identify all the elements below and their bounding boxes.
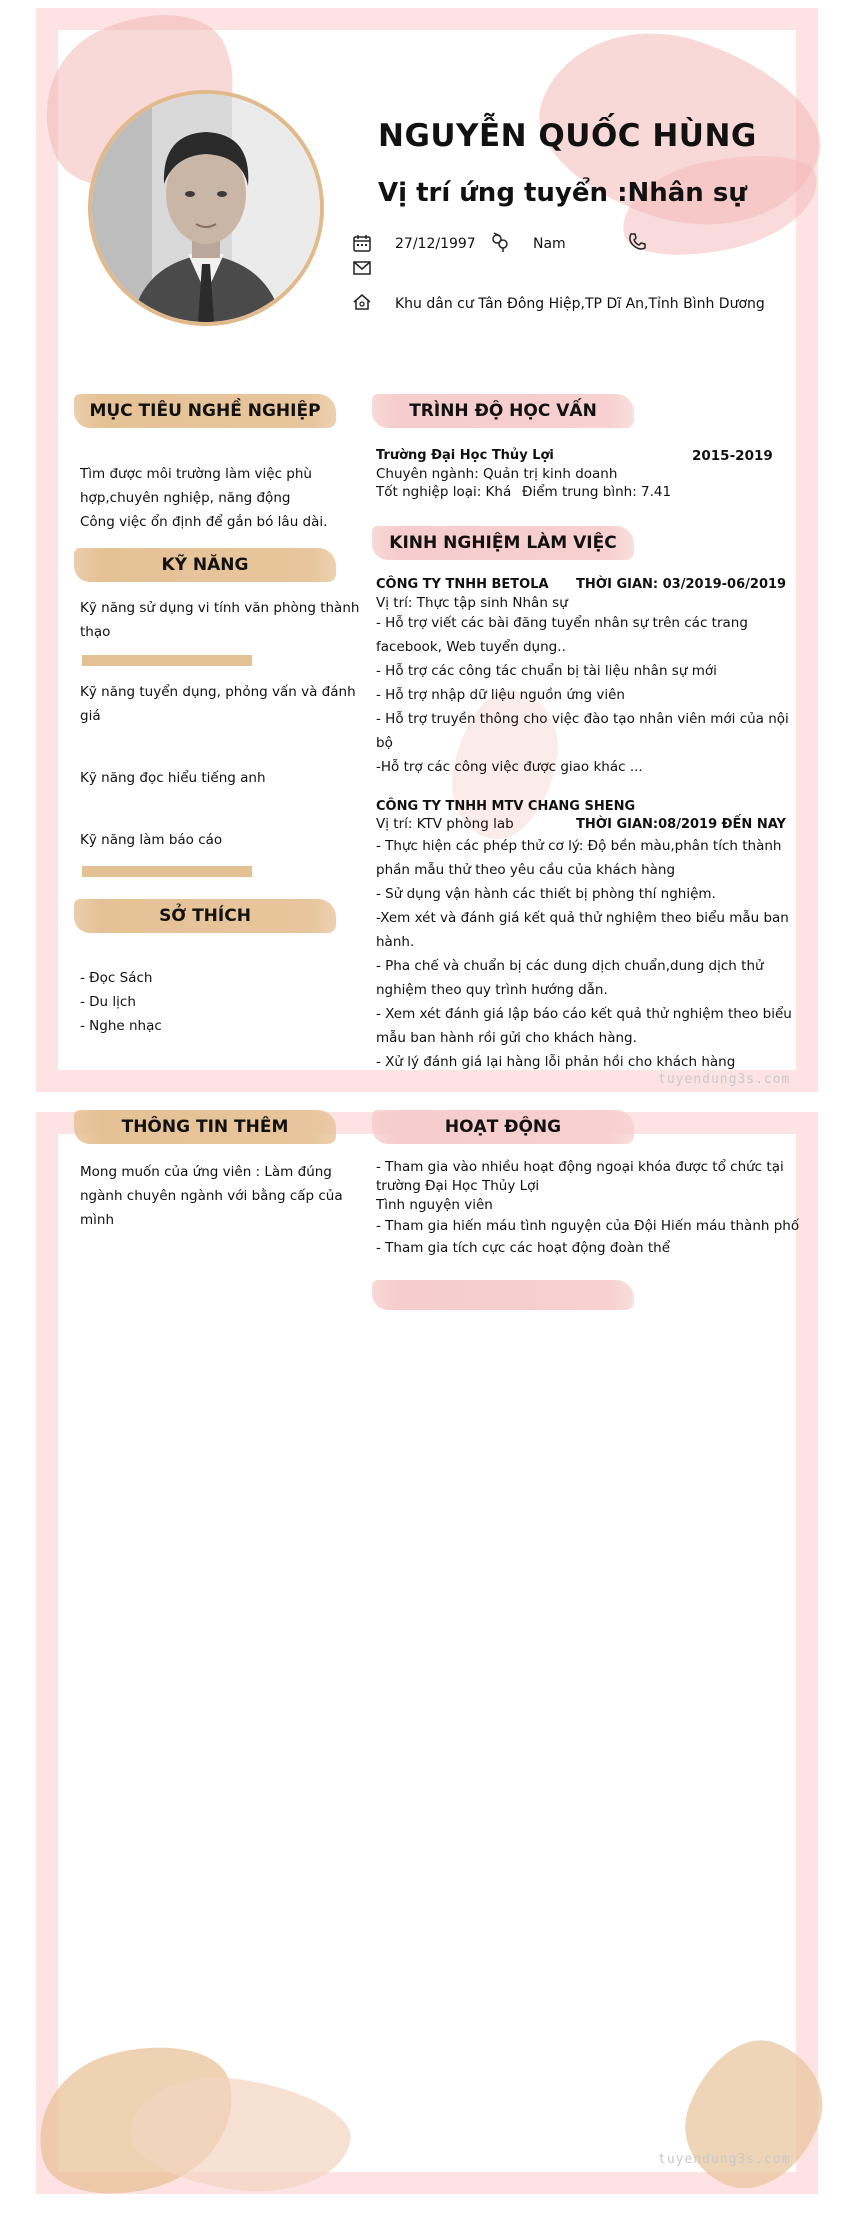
skill-label: giá (80, 708, 101, 724)
section-education-header: TRÌNH ĐỘ HỌC VẤN (372, 394, 634, 428)
extra-info-text (80, 1160, 343, 1232)
job-duty: - Hỗ trợ các công tác chuẩn bị tài liệu nhân sự mới (376, 663, 717, 679)
skill-label: Kỹ năng tuyển dụng, phỏng vấn và đánh (80, 684, 356, 700)
job-duty: facebook, Web tuyển dụng.. (376, 639, 566, 655)
career-goal-line: Công việc ổn định để gắn bó lâu dài. (80, 514, 328, 530)
home-icon (352, 292, 372, 312)
job-time: THỜI GIAN: 03/2019-06/2019 (576, 577, 787, 592)
section-hobbies-header: SỞ THÍCH (74, 899, 336, 933)
job-duty: - Thực hiện các phép thử cơ lý: Độ bền màu,phân tích thành (376, 838, 782, 854)
hobby-item: - Đọc Sách (80, 970, 153, 986)
job-duty: - Hỗ trợ nhập dữ liệu nguồn ứng viên (376, 687, 625, 703)
hobby-item: - Nghe nhạc (80, 1018, 162, 1034)
skill-label: Kỹ năng đọc hiểu tiếng anh (80, 770, 266, 786)
job-duty: - Hỗ trợ truyền thông cho việc đào tạo nhân viên mới của nội (376, 711, 789, 727)
skill-item (80, 680, 356, 728)
email-icon (352, 258, 372, 278)
phone-icon (627, 232, 647, 252)
section-activities-header: HOẠT ĐỘNG (372, 1110, 634, 1144)
education-grade: Tốt nghiệp loại: Khá (376, 484, 512, 500)
section-career-goal-header: MỤC TIÊU NGHỀ NGHIỆP (74, 394, 336, 428)
job-role: Vị trí: Thực tập sinh Nhân sự (376, 595, 568, 611)
education-years: 2015-2019 (692, 448, 773, 464)
applied-position: Vị trí ứng tuyển :Nhân sự (378, 178, 747, 208)
portrait-image (92, 94, 320, 322)
job-duty: -Xem xét và đánh giá kết quả thử nghiệm theo biểu mẫu ban (376, 910, 789, 926)
address: Khu dân cư Tân Đông Hiệp,TP Dĩ An,Tỉnh Bình Dương (395, 296, 765, 312)
job-duty: hành. (376, 934, 415, 950)
job-duty: bộ (376, 735, 393, 751)
activity-line: trường Đại Học Thủy Lợi (376, 1178, 540, 1194)
section-extra-info-header: THÔNG TIN THÊM (74, 1110, 336, 1144)
watermark: tuyendung3s.com (658, 2152, 791, 2167)
gender: Nam (533, 236, 566, 252)
job-duty: phần mẫu thử theo yêu cầu của khách hàng (376, 862, 676, 878)
job-company: CÔNG TY TNHH MTV CHANG SHENG (376, 799, 636, 814)
activity-line: - Tham gia tích cực các hoạt động đoàn thể (376, 1240, 671, 1256)
empty-section-brush (372, 1280, 634, 1310)
school-name: Trường Đại Học Thủy Lợi (376, 448, 554, 463)
skill-level-bar (82, 655, 252, 666)
page-frame-bottom (36, 1112, 818, 2194)
job-duty: - Sử dụng vận hành các thiết bị phòng thí nghiệm. (376, 886, 716, 902)
gender-icon (490, 232, 510, 252)
job-duty: - Pha chế và chuẩn bị các dung dịch chuẩn,dung dịch thử (376, 958, 764, 974)
job-duty: - Hỗ trợ viết các bài đăng tuyển nhân sự trên các trang (376, 615, 748, 631)
skill-label: Kỹ năng làm báo cáo (80, 832, 223, 848)
section-experience-header: KINH NGHIỆM LÀM VIỆC (372, 526, 634, 560)
job-duty: mẫu ban hành rồi gửi cho khách hàng. (376, 1030, 637, 1046)
hobby-item: - Du lịch (80, 994, 136, 1010)
career-goal-line: Tìm được môi trường làm việc phù (80, 466, 312, 482)
candidate-name: NGUYỄN QUỐC HÙNG (378, 118, 757, 154)
activity-line: - Tham gia vào nhiều hoạt động ngoại khóa được tổ chức tại (376, 1159, 784, 1175)
calendar-icon (352, 233, 372, 253)
skill-item (80, 828, 222, 852)
avatar (88, 90, 324, 326)
skill-label: Kỹ năng sử dụng vi tính văn phòng thành (80, 600, 360, 616)
job-duty: -Hỗ trợ các công việc được giao khác ... (376, 759, 643, 775)
job-duty: nghiệm theo quy trình hướng dẫn. (376, 982, 608, 998)
skill-item (80, 766, 266, 790)
job-duty: - Xem xét đánh giá lập báo cáo kết quả thử nghiệm theo biểu (376, 1006, 792, 1022)
skill-level-bar (82, 866, 252, 877)
job-time: THỜI GIAN:08/2019 ĐẾN NAY (576, 817, 786, 832)
education-gpa: Điểm trung bình: 7.41 (522, 484, 672, 500)
job-duties (376, 611, 789, 779)
career-goal-text (80, 462, 327, 534)
watermark: tuyendung3s.com (658, 1072, 791, 1087)
section-skills-header: KỸ NĂNG (74, 548, 336, 582)
skill-label: thạo (80, 624, 111, 640)
extra-info-line: Mong muốn của ứng viên : Làm đúng (80, 1164, 332, 1180)
activities-text (376, 1158, 799, 1258)
job-duties (376, 834, 792, 1074)
extra-info-line: mình (80, 1212, 115, 1228)
job-duty: - Xử lý đánh giá lại hàng lỗi phản hồi cho khách hàng (376, 1054, 736, 1070)
activity-line: Tình nguyện viên (376, 1197, 493, 1213)
date-of-birth: 27/12/1997 (395, 236, 476, 252)
activity-line: - Tham gia hiến máu tình nguyện của Đội Hiến máu thành phố (376, 1218, 800, 1234)
job-role: Vị trí: KTV phòng lab (376, 816, 514, 832)
education-major: Chuyên ngành: Quản trị kinh doanh (376, 466, 618, 482)
extra-info-line: ngành chuyên ngành với bằng cấp của (80, 1188, 343, 1204)
skill-item (80, 596, 359, 644)
career-goal-line: hợp,chuyên nghiệp, năng động (80, 490, 291, 506)
hobbies-list (80, 966, 162, 1038)
job-company: CÔNG TY TNHH BETOLA (376, 577, 549, 592)
